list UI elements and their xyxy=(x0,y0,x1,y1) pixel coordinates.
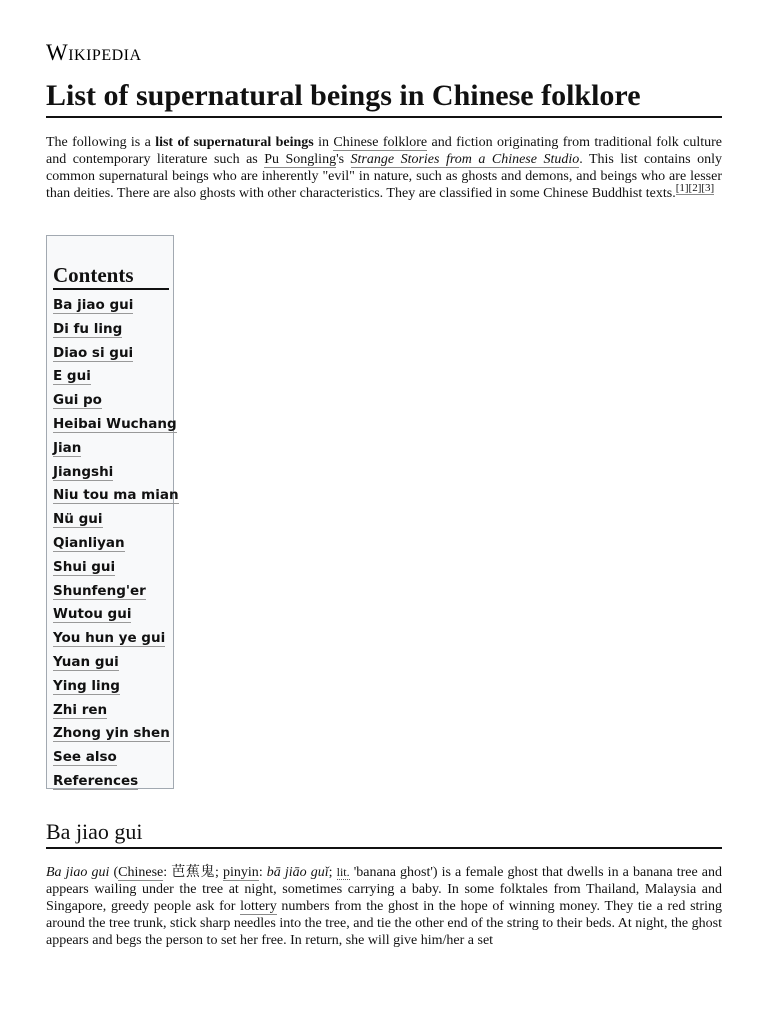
toc-item[interactable] xyxy=(53,722,173,746)
toc-item[interactable] xyxy=(53,413,177,437)
toc-item-label: Yuan gui xyxy=(53,653,119,670)
paragraph-text: : xyxy=(258,865,267,880)
reference-links[interactable]: [1][2][3] xyxy=(675,182,715,195)
toc-item[interactable] xyxy=(53,389,173,413)
link-pinyin[interactable]: pinyin xyxy=(223,865,259,880)
toc-item-label: You hun ye gui xyxy=(53,630,166,647)
toc-item[interactable] xyxy=(53,699,173,723)
toc-item[interactable] xyxy=(53,365,173,389)
toc-item[interactable] xyxy=(53,627,173,651)
paragraph-text: ; xyxy=(328,865,337,880)
paragraph-text: ; xyxy=(215,865,224,880)
wikipedia-logo[interactable]: Wikipedia xyxy=(46,40,142,65)
intro-text: 's xyxy=(336,152,351,167)
toc-item[interactable] xyxy=(53,294,173,318)
toc-item[interactable] xyxy=(53,556,173,580)
toc-item-label: Jian xyxy=(53,439,82,456)
toc-item-label: Shui gui xyxy=(53,558,116,575)
paragraph-text: ( xyxy=(109,865,119,880)
link-strange-stories-text: Strange Stories from a Chinese Studio xyxy=(350,152,580,167)
toc-item-label: Heibai Wuchang xyxy=(53,415,177,432)
toc-item[interactable] xyxy=(53,651,173,675)
paragraph-text: numbers from the ghost in the hope of winning money. They tie a red string around the tree trunk, stick sharp needles into the tree, and tie the other end of the string to their beds. At night, the ghost appears and begs the person to set her free. In return, she will give him/her a set xyxy=(46,899,722,948)
toc-item-label: Di fu ling xyxy=(53,320,123,337)
toc-item[interactable] xyxy=(53,746,173,770)
link-lottery[interactable]: lottery xyxy=(240,899,277,914)
intro-bold-term: list of supernatural beings xyxy=(155,135,314,150)
link-chinese-folklore[interactable]: Chinese folklore xyxy=(333,135,428,150)
toc-item[interactable] xyxy=(53,318,173,342)
link-literally[interactable]: lit. xyxy=(336,865,350,879)
table-of-contents xyxy=(46,235,179,789)
term-italic: Ba jiao gui xyxy=(46,865,110,880)
intro-paragraph xyxy=(46,134,722,202)
toc-item[interactable] xyxy=(53,580,173,604)
toc-item-label: Jiangshi xyxy=(53,463,114,480)
toc-item-label: Qianliyan xyxy=(53,534,125,551)
toc-item-label: Nü gui xyxy=(53,511,103,528)
toc-item-label: Shunfeng'er xyxy=(53,582,146,599)
hanzi-text: 芭蕉鬼 xyxy=(171,864,216,880)
page-title: List of supernatural beings in Chinese folklore xyxy=(46,77,722,118)
toc-item[interactable] xyxy=(53,461,173,485)
toc-item[interactable] xyxy=(53,508,173,532)
toc-item-label: Zhong yin shen xyxy=(53,725,170,742)
toc-item-label: Zhi ren xyxy=(53,701,108,718)
toc-item[interactable] xyxy=(53,342,173,366)
toc-title: Contents xyxy=(53,262,169,290)
toc-item[interactable] xyxy=(53,675,173,699)
toc-list xyxy=(53,294,179,794)
toc-item-label: See also xyxy=(53,749,117,766)
toc-item[interactable] xyxy=(53,484,179,508)
intro-text: The following is a xyxy=(46,135,156,150)
pinyin-text: bā jiāo guǐ xyxy=(266,865,329,880)
toc-item[interactable] xyxy=(53,437,173,461)
intro-text: in xyxy=(313,135,334,150)
toc-item-label: Ying ling xyxy=(53,677,120,694)
toc-item-label: Diao si gui xyxy=(53,344,134,361)
link-chinese[interactable]: Chinese xyxy=(118,865,164,880)
toc-item-label: Wutou gui xyxy=(53,606,132,623)
link-pu-songling[interactable]: Pu Songling xyxy=(264,152,337,167)
toc-item-label: References xyxy=(53,772,139,789)
intro-text: and fiction originating from traditional folk culture and contemporary literature such as xyxy=(46,135,723,167)
link-strange-stories[interactable] xyxy=(351,152,580,168)
toc-item-label: Niu tou ma mian xyxy=(53,487,179,504)
toc-item[interactable] xyxy=(53,770,173,794)
toc-item[interactable] xyxy=(53,603,173,627)
section-paragraph xyxy=(46,864,722,949)
toc-item-label: Ba jiao gui xyxy=(53,297,134,313)
toc-item-label: Gui po xyxy=(53,392,102,409)
paragraph-text: 'banana ghost') is a female ghost that dwells in a banana tree and appears wailing under the tree at night, sometimes carrying a baby. In some folktales from Thailand, Malaysia and Singapore, greedy people ask for xyxy=(46,865,722,914)
toc-item[interactable] xyxy=(53,532,173,556)
section-heading-ba-jiao-gui: Ba jiao gui xyxy=(46,818,722,849)
paragraph-text: : xyxy=(163,865,172,880)
toc-item-label: E gui xyxy=(53,368,91,385)
intro-text: . This list contains only common supernatural beings who are inherently "evil" in nature, such as ghosts and demons, and beings who are lesser than deities. There are also ghosts with other characteristics. They are classified in some Chinese Buddhist texts. xyxy=(46,152,722,201)
